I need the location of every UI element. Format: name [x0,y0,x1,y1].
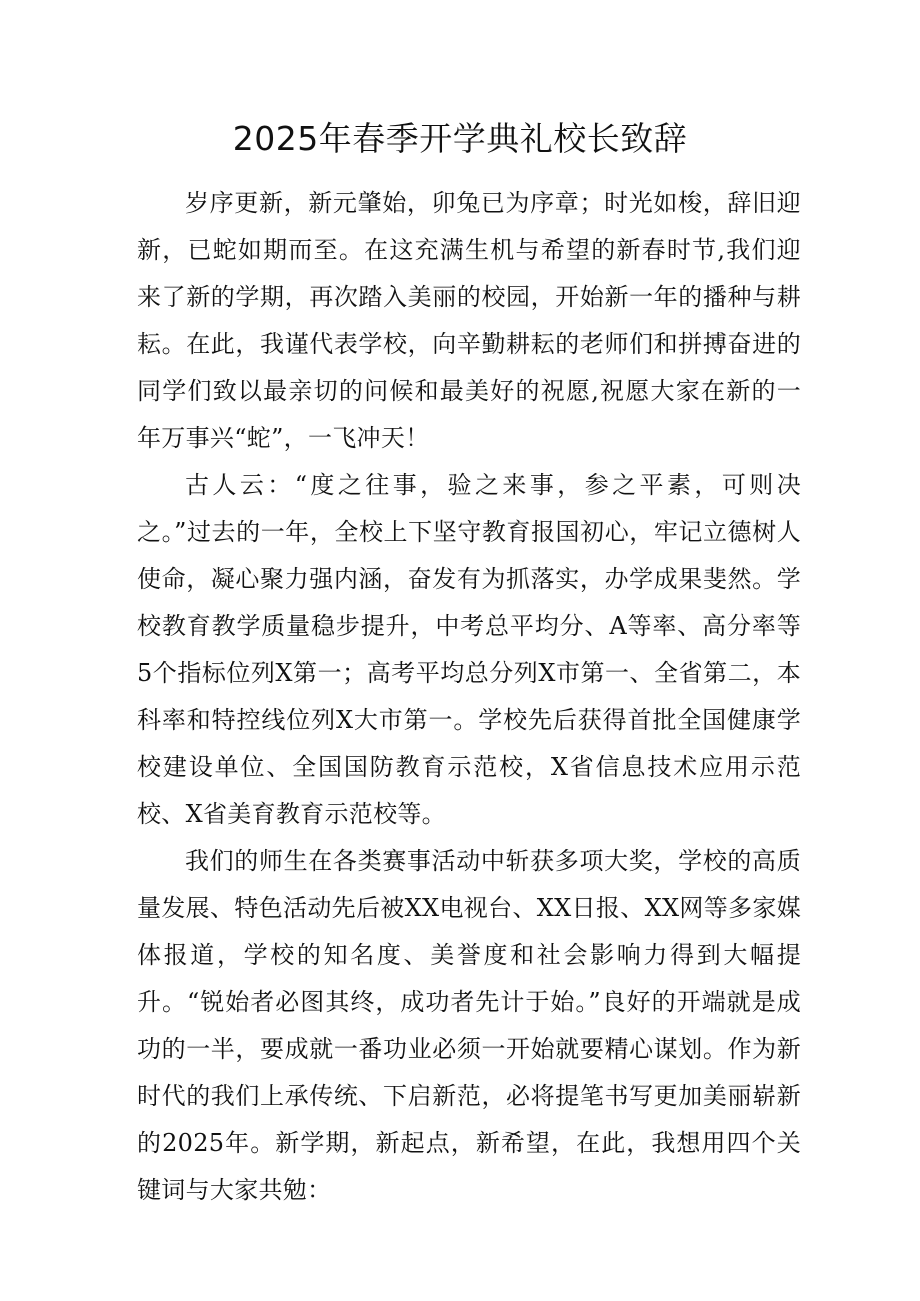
document-body [137,180,801,1214]
document-title: 2025年春季开学典礼校长致辞 [232,119,688,158]
paragraph-opening: 岁序更新，新元肇始，卯兔已为序章；时光如梭，辞旧迎新，已蛇如期而至。在这充满生机与希望的新春时节,我们迎来了新的学期，再次踏入美丽的校园，开始新一年的播种与耕耘。在此，我谨代表学校，向辛勤耕耘的老师们和拼搏奋进的同学们致以最亲切的问候和最美好的祝愿,祝愿大家在新的一年万事兴“蛇”，一飞冲天！ [137,189,801,452]
paragraph-outlook: 我们的师生在各类赛事活动中斩获多项大奖，学校的高质量发展、特色活动先后被XX电视台、XX日报、XX网等多家媒体报道，学校的知名度、美誉度和社会影响力得到大幅提升。“锐始者必图其终，成功者先计于始。”良好的开端就是成功的一半，要成就一番功业必须一开始就要精心谋划。作为新时代的我们上承传统、下启新范，必将提笔书写更加美丽崭新的2025年。新学期，新起点，新希望，在此，我想用四个关键词与大家共勉： [137,847,801,1204]
paragraph-review: 古人云：“度之往事，验之来事，参之平素，可则决之。”过去的一年，全校上下坚守教育报国初心，牢记立德树人使命，凝心聚力强内涵，奋发有为抓落实，办学成果斐然。学校教育教学质量稳步提升，中考总平均分、A等率、高分率等5个指标位列X第一；高考平均总分列X市第一、全省第二，本科率和特控线位列X大市第一。学校先后获得首批全国健康学校建设单位、全国国防教育示范校，X省信息技术应用示范校、X省美育教育示范校等。 [137,471,801,828]
